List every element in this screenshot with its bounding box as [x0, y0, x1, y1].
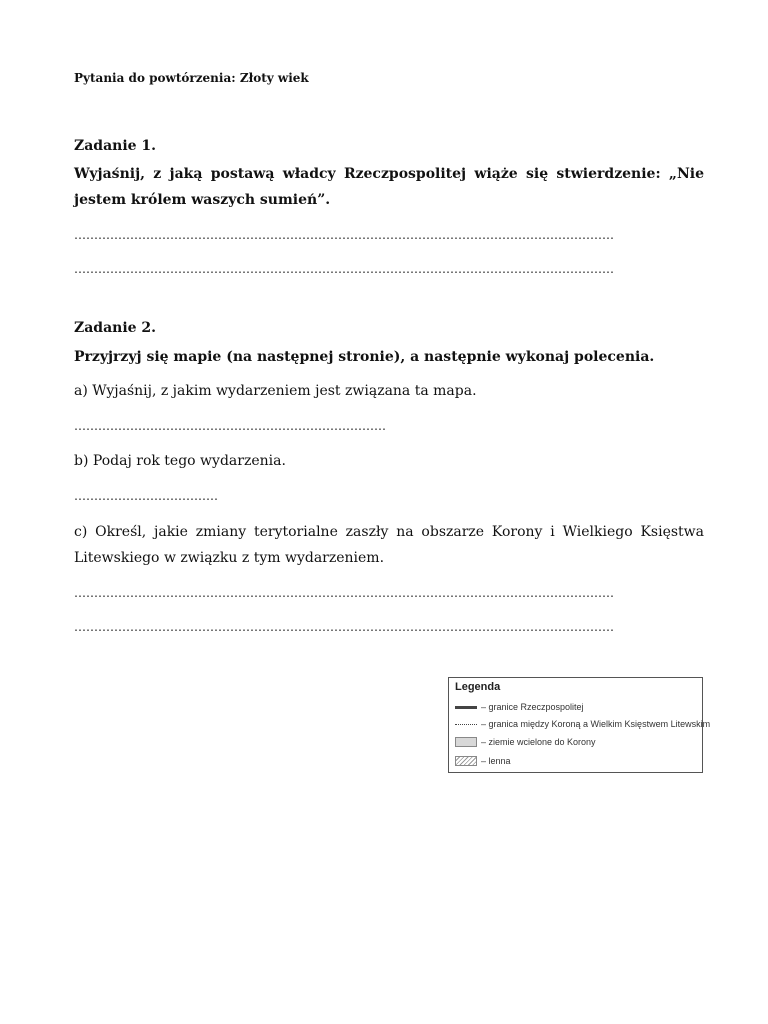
legend-item-label: – lenna: [481, 756, 511, 766]
task2-question-a: a) Wyjaśnij, z jakim wydarzeniem jest związana ta mapa.: [74, 383, 477, 399]
legend-item-fiefs: [455, 753, 511, 769]
legend-item-label: – ziemie wcielone do Korony: [481, 737, 596, 747]
task1-heading: Zadanie 1.: [74, 138, 157, 154]
task2-question-b: b) Podaj rok tego wydarzenia.: [74, 453, 286, 469]
task1-question-line1: Wyjaśnij, z jaką postawą władcy Rzeczpospolitej wiąże się stwierdzenie: „Nie: [74, 166, 704, 182]
legend-item-crown-lithuania-border: [455, 716, 710, 732]
task2-heading: Zadanie 2.: [74, 320, 157, 336]
task2-question-c-line1: c) Określ, jakie zmiany terytorialne zaszły na obszarze Korony i Wielkiego Księstwa: [74, 524, 704, 540]
legend-title: Legenda: [455, 681, 501, 693]
task2-answer-b[interactable]: ………………………………: [74, 489, 218, 503]
page-header-title: Pytania do powtórzenia: Złoty wiek: [74, 71, 309, 85]
task1-answer-line2[interactable]: ………………………………………………………………………………………………………………………: [74, 262, 614, 276]
legend-item-borders: [455, 699, 584, 715]
hatched-box-icon: [455, 756, 477, 766]
map-legend: [448, 677, 711, 773]
task2-question-c-line2: Litewskiego w związku z tym wydarzeniem.: [74, 550, 385, 566]
solid-thick-line-icon: [455, 706, 477, 709]
task1-answer-line1[interactable]: ………………………………………………………………………………………………………………………: [74, 228, 614, 242]
task2-answer-a[interactable]: ……………………………………………………………………: [74, 419, 386, 433]
dotted-line-icon: [455, 724, 477, 725]
legend-item-incorporated-lands: [455, 734, 596, 750]
task2-answer-c-line1[interactable]: ………………………………………………………………………………………………………………………: [74, 586, 614, 600]
task2-instruction: Przyjrzyj się mapie (na następnej stronie), a następnie wykonaj polecenia.: [74, 349, 655, 365]
legend-item-label: – granica między Koroną a Wielkim Księstwem Litewskim: [481, 719, 711, 729]
legend-item-label: – granice Rzeczpospolitej: [481, 702, 584, 712]
task1-question-line2: jestem królem waszych sumień”.: [74, 192, 331, 208]
task2-answer-c-line2[interactable]: ………………………………………………………………………………………………………………………: [74, 620, 614, 634]
grey-fill-box-icon: [455, 737, 477, 747]
